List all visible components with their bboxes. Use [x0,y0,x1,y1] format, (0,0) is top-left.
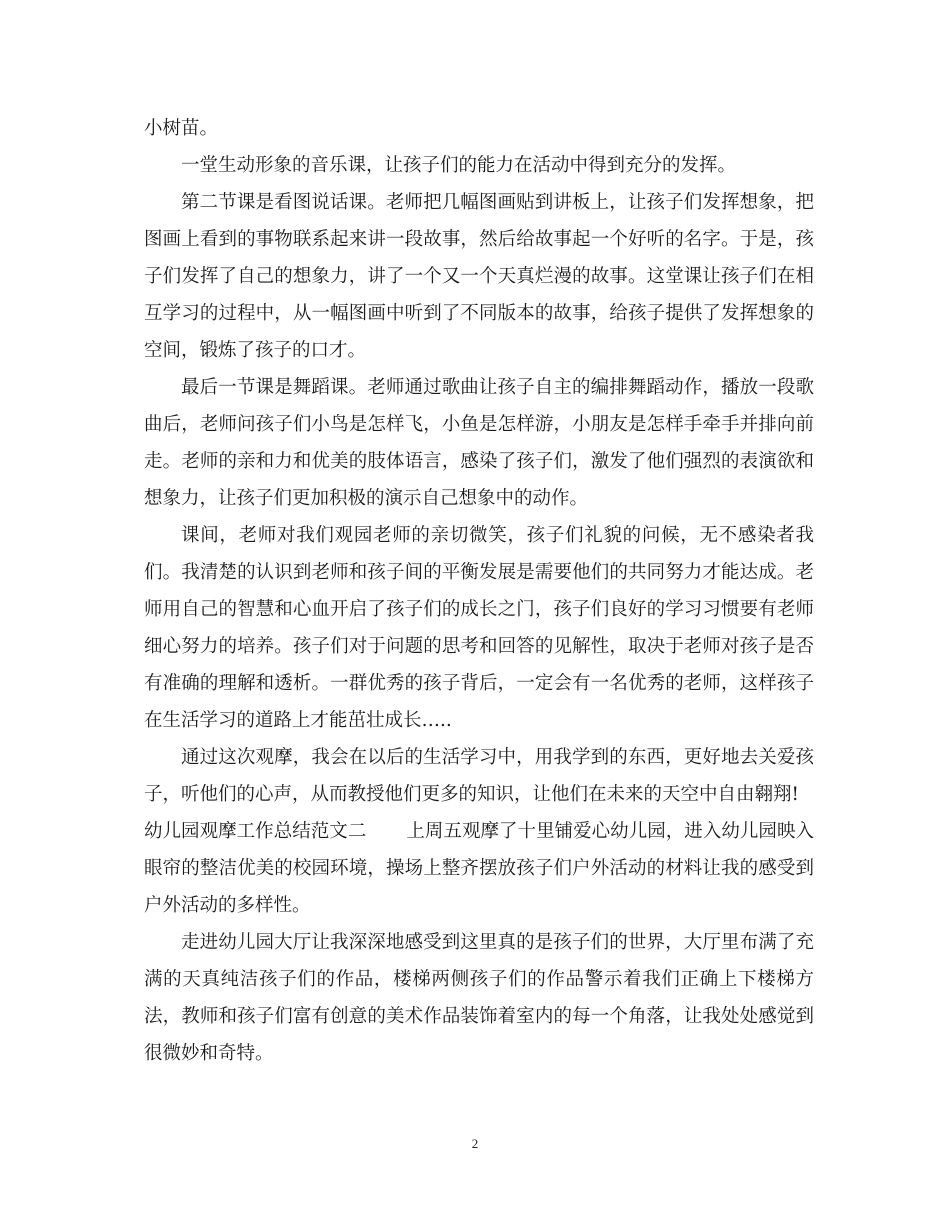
document-body [144,110,814,1072]
paragraph: 一堂生动形象的音乐课，让孩子们的能力在活动中得到充分的发挥。 [181,155,737,176]
paragraph: 走进幼儿园大厅让我深深地感受到这里真的是孩子们的世界，大厅里布满了充满的天真纯洁孩子们的作品，楼梯两侧孩子们的作品警示着我们正确上下楼梯方法，教师和孩子们富有创意的美术作品装饰着室内的每一个角落，让我处处感觉到很微妙和奇特。 [144,932,814,1064]
section-paragraph [144,813,814,924]
section-heading: 幼儿园观摩工作总结范文二 [144,821,367,842]
section-first-text: 上周五观摩了十里铺爱心幼儿园，进入幼儿园映入眼帘的整洁优美的校园环境，操场上整齐摆放孩子们户外活动的材料让我的感受到户外活动的多样性。 [144,821,814,916]
paragraph: 小树苗。 [144,118,219,139]
paragraph: 最后一节课是舞蹈课。老师通过歌曲让孩子自主的编排舞蹈动作，播放一段歌曲后，老师问孩子们小鸟是怎样飞，小鱼是怎样游，小朋友是怎样手牵手并排向前走。老师的亲和力和优美的肢体语言，感染了孩子们，激发了他们强烈的表演欲和想象力，让孩子们更加积极的演示自己想象中的动作。 [144,377,814,509]
page-number: 2 [471,1136,479,1151]
paragraph: 课间，老师对我们观园老师的亲切微笑，孩子们礼貌的问候，无不感染者我们。我清楚的认识到老师和孩子间的平衡发展是需要他们的共同努力才能达成。老师用自己的智慧和心血开启了孩子们的成长之门，孩子们良好的学习习惯要有老师细心努力的培养。孩子们对于问题的思考和回答的见解性，取决于老师对孩子是否有准确的理解和透析。一群优秀的孩子背后，一定会有一名优秀的老师，这样孩子在生活学习的道路上才能茁壮成长….. [144,525,814,731]
paragraph: 第二节课是看图说话课。老师把几幅图画贴到讲板上，让孩子们发挥想象，把图画上看到的事物联系起来讲一段故事，然后给故事起一个好听的名字。于是，孩子们发挥了自己的想象力，讲了一个又一个天真烂漫的故事。这堂课让孩子们在相互学习的过程中，从一幅图画中听到了不同版本的故事，给孩子提供了发挥想象的空间，锻炼了孩子的口才。 [144,192,814,361]
paragraph: 通过这次观摩，我会在以后的生活学习中，用我学到的东西，更好地去关爱孩子，听他们的心声，从而教授他们更多的知识，让他们在未来的天空中自由翱翔! [144,747,814,805]
